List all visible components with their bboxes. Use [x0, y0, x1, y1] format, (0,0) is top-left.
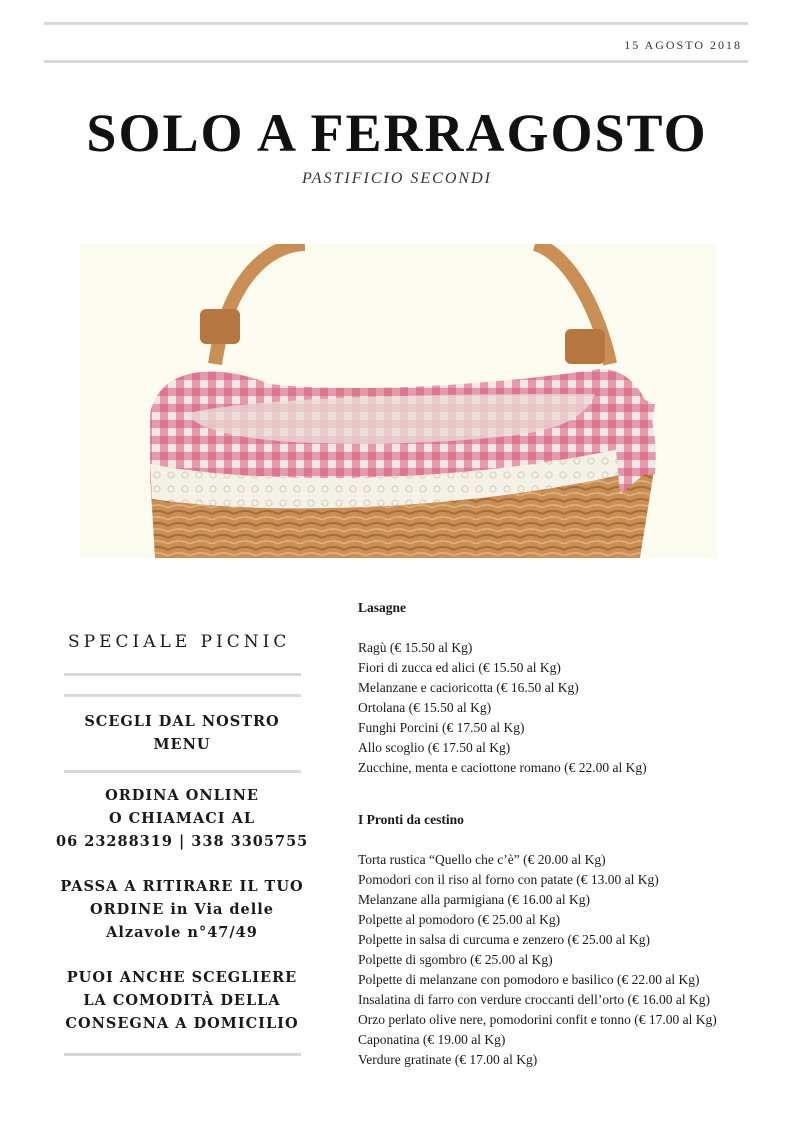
menu-item: Fiori di zucca ed alici (€ 15.50 al Kg): [358, 660, 561, 675]
issue-date: 15 AGOSTO 2018: [624, 38, 742, 52]
pickup-address-text: PASSA A RITIRARE IL TUO ORDINE in Via delle Alzavole n°47/49: [60, 878, 304, 941]
menu-item: Polpette di melanzane con pomodoro e basilico (€ 22.00 al Kg): [358, 972, 700, 987]
header-bottom-rule: [44, 60, 748, 63]
choose-menu-text: SCEGLI DAL NOSTRO MENU: [84, 713, 280, 753]
menu-item: Polpette al pomodoro (€ 25.00 al Kg): [358, 912, 561, 927]
top-rule: [44, 22, 748, 25]
divider: [64, 1053, 301, 1056]
divider: [64, 673, 301, 676]
phone-numbers: 06 23288319 | 338 3305755: [56, 833, 309, 850]
menu-item: Ortolana (€ 15.50 al Kg): [358, 700, 492, 715]
order-contact-text: ORDINA ONLINE O CHIAMACI AL 06 23288319 | 338 3305755: [64, 784, 300, 853]
divider: [64, 694, 301, 697]
menu-item: Ragù (€ 15.50 al Kg): [358, 640, 473, 655]
menu-item: Funghi Porcini (€ 17.50 al Kg): [358, 720, 525, 735]
menu-item: Caponatina (€ 19.00 al Kg): [358, 1032, 506, 1047]
menu-item: Orzo perlato olive nere, pomodorini confit e tonno (€ 17.00 al Kg): [358, 1012, 717, 1027]
delivery-text: PUOI ANCHE SCEGLIERE LA COMODITÀ DELLA CONSEGNA A DOMICILIO: [65, 969, 299, 1032]
menu-item: Melanzane alla parmigiana (€ 16.00 al Kg): [358, 892, 591, 907]
picnic-basket-image: [80, 244, 717, 558]
menu-item: Zucchine, menta e caciottone romano (€ 22.00 al Kg): [358, 760, 647, 775]
menu-item: Verdure gratinate (€ 17.00 al Kg): [358, 1052, 538, 1067]
lasagne-heading: Lasagne: [358, 600, 407, 615]
menu-item: Insalatina di farro con verdure croccanti dell’orto (€ 16.00 al Kg): [358, 992, 710, 1007]
speciale-picnic-heading: SPECIALE PICNIC: [68, 632, 291, 652]
menu-item: Polpette in salsa di curcuma e zenzero (€ 25.00 al Kg): [358, 932, 651, 947]
menu-item: Pomodori con il riso al forno con patate (€ 13.00 al Kg): [358, 872, 659, 887]
page-title: SOLO A FERRAGOSTO: [86, 103, 708, 163]
pronti-heading: I Pronti da cestino: [358, 812, 464, 827]
divider: [64, 770, 301, 773]
menu-item: Melanzane e cacioricotta (€ 16.50 al Kg): [358, 680, 579, 695]
page-subtitle: PASTIFICIO SECONDI: [302, 170, 492, 187]
menu-item: Torta rustica “Quello che c’è” (€ 20.00 al Kg): [358, 852, 606, 867]
menu-item: Allo scoglio (€ 17.50 al Kg): [358, 740, 511, 755]
menu-item: Polpette di sgombro (€ 25.00 al Kg): [358, 952, 553, 967]
